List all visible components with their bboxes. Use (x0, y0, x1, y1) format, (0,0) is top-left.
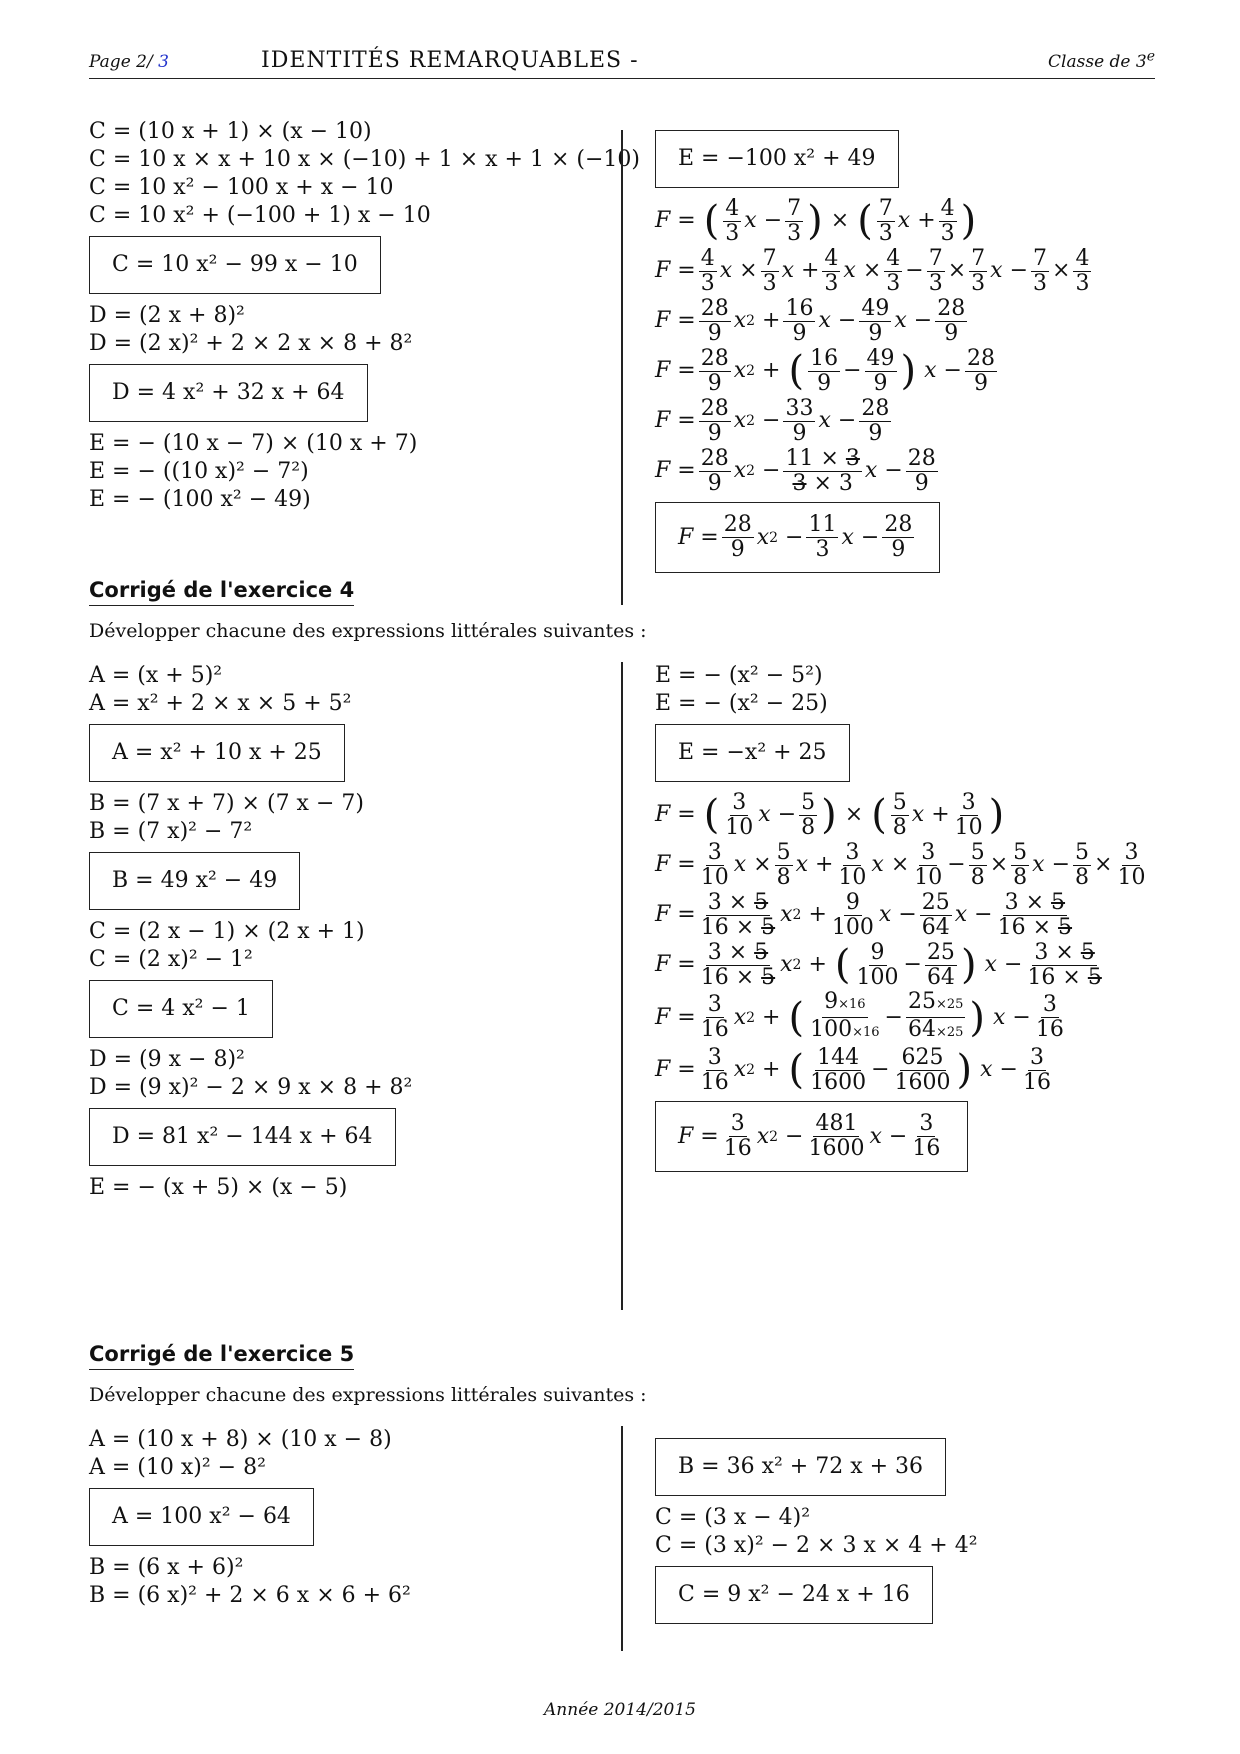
math-line: A = x² + 2 × x × 5 + 5² (89, 691, 352, 716)
ex4-left-column (89, 662, 412, 1202)
math-line: C = 10 x² − 100 x + x − 10 (89, 175, 394, 200)
column-divider (621, 130, 623, 605)
math-line: B = (7 x)² − 7² (89, 819, 253, 844)
math-line: C = (2 x)² − 1² (89, 947, 253, 972)
result-box: D = 81 x² − 144 x + 64 (89, 1108, 396, 1166)
exercise-4-title: Corrigé de l'exercice 4 (89, 578, 354, 606)
column-divider (621, 662, 623, 1310)
math-line: F = $\frac{3}{16}$ x 2 + ( $\frac{9\times 16}{100\times 16}$ − $\frac{25\times 25}{64\times 25}$ ) x − $\frac{3}{16}$ (655, 989, 1064, 1042)
result-box: F = $\frac{28}{9}$ x 2 − $\frac{11}{3}$ x − $\frac{28}{9}$ (655, 502, 940, 573)
ex5-left-column (89, 1426, 411, 1610)
math-line: F = $\frac{28}{9}$ x 2 + ( $\frac{16}{9}$ − $\frac{49}{9}$ ) x − $\frac{28}{9}$ (655, 345, 995, 396)
result-box: A = x² + 10 x + 25 (89, 724, 345, 782)
page-header (89, 48, 1155, 79)
math-line: F = $\frac{28}{9}$ x 2 − $\frac{11 \times 3}{3 \times 3}$ x − $\frac{28}{9}$ (655, 445, 936, 496)
page-total-link[interactable]: 3 (158, 52, 169, 72)
ex4-right-column (655, 662, 1150, 1180)
math-line: D = (9 x)² − 2 × 9 x × 8 + 8² (89, 1075, 413, 1100)
exercise-5-instruction: Développer chacune des expressions littérales suivantes : (89, 1384, 647, 1406)
document-title: IDENTITÉS REMARQUABLES - (261, 48, 639, 73)
result-box: A = 100 x² − 64 (89, 1488, 314, 1546)
math-line: A = (10 x + 8) × (10 x − 8) (89, 1427, 392, 1452)
math-line: E = − (x + 5) × (x − 5) (89, 1175, 348, 1200)
math-line: C = (3 x − 4)² (655, 1505, 811, 1530)
result-box: C = 4 x² − 1 (89, 980, 273, 1038)
math-line: E = − ((10 x)² − 7²) (89, 459, 309, 484)
math-line: F = $\frac{3 \times 5}{16 \times 5}$ x 2 + $\frac{9}{100}$ x − $\frac{25}{64}$ x − $\frac{3 \times 5}{16 \times 5}$ (655, 889, 1073, 940)
math-line: F = $\frac{3}{16}$ x 2 + ( $\frac{144}{1600}$ − $\frac{625}{1600}$ ) x − $\frac{3}{16}$ (655, 1044, 1051, 1095)
result-box: F = $\frac{3}{16}$ x 2 − $\frac{481}{1600}$ x − $\frac{3}{16}$ (655, 1101, 968, 1172)
math-line: A = (10 x)² − 8² (89, 1455, 266, 1480)
math-line: C = 10 x × x + 10 x × (−10) + 1 × x + 1 × (−10) (89, 147, 640, 172)
math-line: B = (6 x + 6)² (89, 1555, 244, 1580)
result-box: D = 4 x² + 32 x + 64 (89, 364, 368, 422)
result-box: E = −x² + 25 (655, 724, 850, 782)
math-line: F = $\frac{3 \times 5}{16 \times 5}$ x 2 + ( $\frac{9}{100}$ − $\frac{25}{64}$ ) x − $\frac{3 \times 5}{16 \times 5}$ (655, 939, 1102, 990)
math-line: B = (7 x + 7) × (7 x − 7) (89, 791, 364, 816)
math-line: C = (2 x − 1) × (2 x + 1) (89, 919, 365, 944)
result-box: B = 49 x² − 49 (89, 852, 300, 910)
exercise-5-title: Corrigé de l'exercice 5 (89, 1342, 354, 1370)
page-footer: Année 2014/2015 (544, 1700, 696, 1720)
math-line: D = (9 x − 8)² (89, 1047, 245, 1072)
math-line: E = − (100 x² − 49) (89, 487, 311, 512)
ex3-left-column (89, 118, 640, 514)
math-line: F = ( $\frac{4}{3}$ x − $\frac{7}{3}$ ) × ( $\frac{7}{3}$ x + $\frac{4}{3}$ ) (655, 195, 977, 246)
math-line: E = − (x² − 5²) (655, 663, 823, 688)
result-box: B = 36 x² + 72 x + 36 (655, 1438, 946, 1496)
exercise-4-instruction: Développer chacune des expressions littérales suivantes : (89, 620, 647, 642)
result-box: E = −100 x² + 49 (655, 130, 899, 188)
result-box: C = 9 x² − 24 x + 16 (655, 1566, 933, 1624)
math-line: F = $\frac{28}{9}$ x 2 − $\frac{33}{9}$ x − $\frac{28}{9}$ (655, 395, 890, 446)
ex5-right-column (655, 1438, 978, 1632)
math-line: D = (2 x)² + 2 × 2 x × 8 + 8² (89, 331, 413, 356)
math-line: E = − (10 x − 7) × (10 x + 7) (89, 431, 418, 456)
math-line: F = $\frac{4}{3}$ x × $\frac{7}{3}$ x + $\frac{4}{3}$ x × $\frac{4}{3}$ − $\frac{7}{3}$ × $\frac{7}{3}$ x − $\frac{7}{3}$ × $\frac{4}{3}$ (655, 245, 1090, 296)
math-line: F = ( $\frac{3}{10}$ x − $\frac{5}{8}$ ) × ( $\frac{5}{8}$ x + $\frac{3}{10}$ ) (655, 789, 1005, 840)
page-number: Page 2/ 3 (89, 52, 169, 72)
math-line: F = $\frac{28}{9}$ x 2 + $\frac{16}{9}$ x − $\frac{49}{9}$ x − $\frac{28}{9}$ (655, 295, 966, 346)
ex3-right-column (655, 130, 1094, 581)
math-line: D = (2 x + 8)² (89, 303, 245, 328)
math-line: B = (6 x)² + 2 × 6 x × 6 + 6² (89, 1583, 411, 1608)
class-label: Classe de 3e (1048, 48, 1155, 72)
math-line: A = (x + 5)² (89, 663, 223, 688)
result-box: C = 10 x² − 99 x − 10 (89, 236, 381, 294)
math-line: C = 10 x² + (−100 + 1) x − 10 (89, 203, 431, 228)
math-line: C = (3 x)² − 2 × 3 x × 4 + 4² (655, 1533, 978, 1558)
math-line: F = $\frac{3}{10}$ x × $\frac{5}{8}$ x + $\frac{3}{10}$ x × $\frac{3}{10}$ − $\frac{5}{8}$ × $\frac{5}{8}$ x − $\frac{5}{8}$ × $\frac{3}{10}$ (655, 839, 1146, 890)
math-line: C = (10 x + 1) × (x − 10) (89, 119, 372, 144)
math-line: E = − (x² − 25) (655, 691, 828, 716)
column-divider (621, 1426, 623, 1651)
